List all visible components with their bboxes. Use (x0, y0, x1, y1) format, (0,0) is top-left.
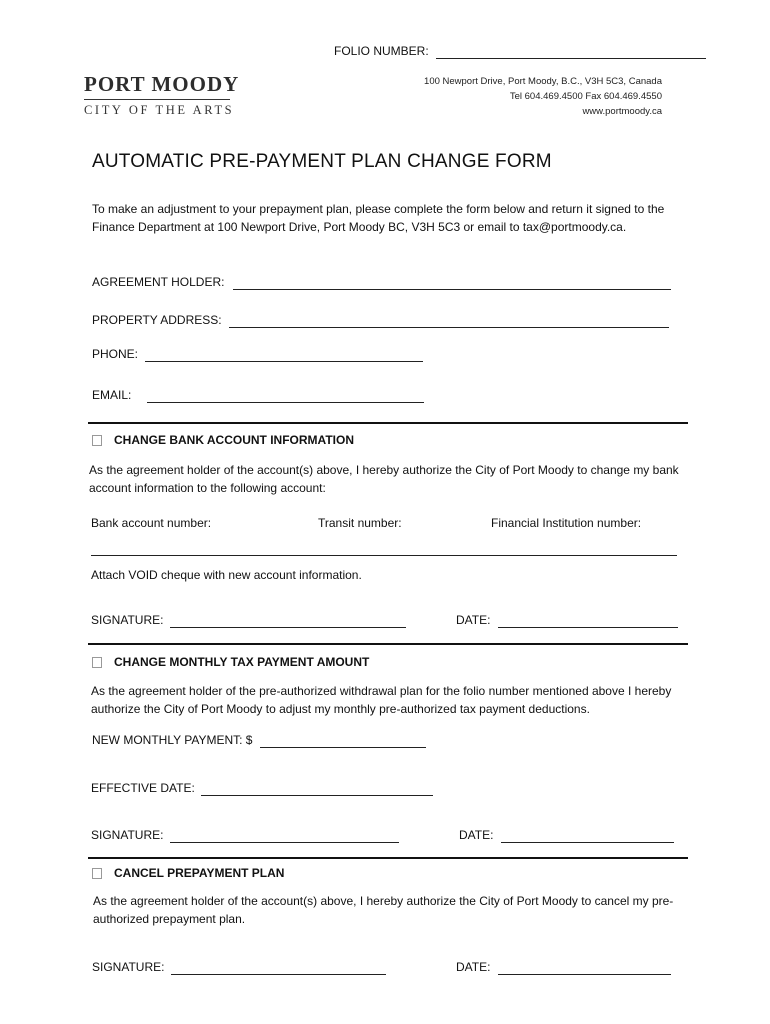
bank-section-header (92, 433, 354, 447)
property-address-row (92, 313, 669, 328)
email-label: EMAIL: (92, 388, 132, 402)
payment-section-header (92, 655, 369, 669)
address-phone-fax: Tel 604.469.4500 Fax 604.469.4550 (509, 91, 662, 102)
new-payment-field[interactable] (260, 733, 426, 748)
payment-date-field[interactable] (501, 828, 674, 843)
change-bank-checkbox[interactable] (92, 435, 102, 446)
cancel-section-title: CANCEL PREPAYMENT PLAN (114, 866, 285, 880)
city-address-block (424, 74, 662, 119)
bank-account-label: Bank account number: (91, 516, 212, 530)
logo-divider (84, 99, 230, 100)
bank-date-label: DATE: (456, 613, 491, 627)
payment-date-row (459, 828, 674, 843)
phone-row (92, 347, 423, 362)
address-line-1: 100 Newport Drive, Port Moody, B.C., V3H 5C3, Canada (424, 76, 662, 87)
payment-section-title: CHANGE MONTHLY TAX PAYMENT AMOUNT (114, 655, 370, 669)
bank-section-title: CHANGE BANK ACCOUNT INFORMATION (114, 433, 354, 447)
effective-date-field[interactable] (201, 781, 433, 796)
payment-signature-label: SIGNATURE: (91, 828, 164, 842)
form-title: AUTOMATIC PRE-PAYMENT PLAN CHANGE FORM (92, 151, 552, 172)
logo-name: PORT MOODY (84, 72, 240, 96)
section-divider (88, 422, 688, 424)
port-moody-logo (84, 72, 239, 118)
payment-date-label: DATE: (459, 828, 494, 842)
new-payment-row (92, 733, 426, 748)
bank-section-text: As the agreement holder of the account(s) above, I hereby authorize the City of Port Moody to change my bank account information to the following account: (89, 463, 679, 495)
new-payment-label: NEW MONTHLY PAYMENT: $ (92, 733, 253, 747)
transit-number-label: Transit number: (318, 516, 402, 530)
payment-section-text: As the agreement holder of the pre-authorized withdrawal plan for the folio number mentioned above I hereby authorize the City of Port Moody to adjust my monthly pre-authorized tax payment deductions. (91, 684, 672, 716)
folio-number-row (334, 44, 706, 59)
property-address-field[interactable] (229, 313, 669, 328)
agreement-holder-label: AGREEMENT HOLDER: (92, 275, 225, 289)
effective-date-label: EFFECTIVE DATE: (91, 781, 195, 795)
bank-date-field[interactable] (498, 613, 678, 628)
section-divider (88, 643, 688, 645)
property-address-label: PROPERTY ADDRESS: (92, 313, 222, 327)
folio-number-field[interactable] (436, 44, 706, 59)
address-website: www.portmoody.ca (582, 106, 662, 117)
cancel-signature-field[interactable] (171, 960, 386, 975)
bank-signature-label: SIGNATURE: (91, 613, 164, 627)
institution-number-label: Financial Institution number: (491, 516, 642, 530)
cancel-date-label: DATE: (456, 960, 491, 974)
bank-signature-row (91, 613, 406, 628)
cancel-section-header (92, 866, 284, 880)
void-cheque-note: Attach VOID cheque with new account information. (91, 568, 362, 582)
phone-label: PHONE: (92, 347, 139, 361)
cancel-signature-label: SIGNATURE: (92, 960, 165, 974)
intro-text: To make an adjustment to your prepayment plan, please complete the form below and return it signed to the Finance Department at 100 Newport Drive, Port Moody BC, V3H 5C3 or email to tax@portmoody.ca. (92, 202, 665, 234)
agreement-holder-row (92, 275, 671, 290)
cancel-signature-row (92, 960, 386, 975)
phone-field[interactable] (145, 347, 423, 362)
agreement-holder-field[interactable] (233, 275, 671, 290)
logo-tagline: CITY OF THE ARTS (84, 103, 235, 117)
effective-date-row (91, 781, 433, 796)
cancel-section-text: As the agreement holder of the account(s) above, I hereby authorize the City of Port Moody to cancel my pre-authorized prepayment plan. (93, 894, 674, 926)
cancel-date-row (456, 960, 671, 975)
cancel-plan-checkbox[interactable] (92, 868, 102, 879)
folio-number-label: FOLIO NUMBER: (334, 44, 429, 58)
bank-date-row (456, 613, 678, 628)
bank-signature-field[interactable] (170, 613, 406, 628)
cancel-date-field[interactable] (498, 960, 671, 975)
payment-signature-field[interactable] (170, 828, 399, 843)
bank-account-details-field[interactable] (91, 541, 677, 556)
email-row (92, 388, 424, 403)
change-payment-checkbox[interactable] (92, 657, 102, 668)
section-divider (88, 857, 688, 859)
payment-signature-row (91, 828, 399, 843)
email-field[interactable] (147, 388, 424, 403)
